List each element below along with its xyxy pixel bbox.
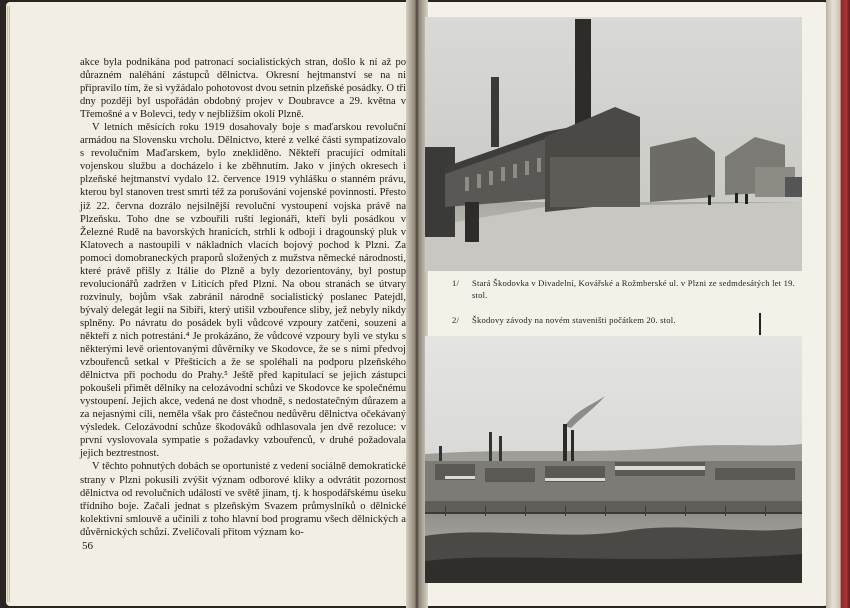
caption-1 [452, 277, 802, 301]
paragraph-1: akce byla podnikána pod patronací socialistických stran, došlo k ní až po důrazném naléhání zástupců dělnictva. Okresní hejtmanství se na ni připravilo tím, že si vyžádalo pohotovost dvou setnin plzeňské posádky. O tři dny později byl uspořádán obdobný projev v Doubravce a 29. května v Třemošné a v Bolevci, tedy v nejbližším okolí Plzně. [80, 57, 406, 121]
page-edges-bookmark [826, 0, 850, 608]
caption-2-text: Škodovy závody na novém staveništi počátkem 20. stol. [472, 315, 676, 325]
photo-old-skodovka-image [425, 17, 802, 271]
paragraph-2: V letních měsících roku 1919 dosahovaly boje s maďarskou revoluční armádou na Slovensku vrcholu. Dělnictvo, které z velké části sympatizovalo s revolučním Maďarskem, bylo znekliděno. Někteří pracující odmítali vojenskou službu a docházelo i ke zběhnutím. Jako v jiných okresech i plzeňské hejtmanství vydalo 12. července 1919 vyhlášku o stanném právu, kterou byl stanoven trest smrti též za porušování vojenské povinnosti. Přesto již 22. června dozrálo nejsilnější revoluční vystoupení vojska právě na Plzeňsku. Toho dne se vzbouřili ruští legionáři, kteří byli posádkou v Železné Rudě na bavorských hranicích, strhli k odboji i dragounský pluk v Klatovech a nastoupili v nákladních vlacích bojový pochod k Plzni. Za pomoci domobraneckých praporů složených z mužstva německé národnosti, které právě přišly z Itálie do Plzně a byly dezorientovány, byl postup revolucionářů zadržen v Liticích před Plzní. Na obou stranách se útvary rozvinuly, bojům však zabránil národně socialistický poslanec Patejdl, bývalý delegát legií na Sibiři, který utišil vzbouřence sliby, jež nebyly nikdy splněny. Po návratu do posádek byli vůdcové vzpoury zatčeni, souzeni a někteří z nich potrestáni.⁴ Je prokázáno, že vůdcové vzpoury byli ve styku s některými levě orientovanými důvěrníky ve Skodovce, že se s nimi předvoj vzbouřenců setkal v Přešticích a že se spoléhali na podporu plzeňského dělnictva při pochodu do Prahy.⁵ Ještě před kapitulací se jejich zástupci pokoušeli přimět dělníky na celozávodní schůzi ve Skodovce ke společnému vystoupení. Jejich akce, vedená ne dost vhodně, s nedostatečným důrazem a za nejasnými cíli, neměla však pro částečnou nedůvěru dělnictva očekávaný výsledek. Celozávodní schůze škodováků odhlasovala jen dvě rezoluce: v první vyslovovala sympatie s požadavky vzbouřenců, v druhé požadovala jejich beztrestnost. [80, 122, 406, 460]
caption-1-number: 1/ [452, 278, 460, 288]
page-number: 56 [82, 540, 93, 552]
body-text [80, 56, 406, 539]
caption-2 [452, 314, 802, 326]
photo-old-skodovka [425, 17, 802, 271]
paragraph-3: V těchto pohnutých dobách se oportunisté z vedení sociálně demokratické strany v Plzni pokusili zvýšit význam odborové kliky a odvrátit pozornost dělnictva od revolučních událostí ve světě jinam, tj. k hospodářskému úseku třídního boje. Začali jednat s plzeňským Svazem průmyslníků o dělnické kolektivní smlouvě a učinili z toho hlavní bod programu všech dělnických a důvěrnických schůzí. Zveličovali přitom význam ko- [80, 461, 406, 538]
margin-mark [759, 313, 761, 335]
caption-2-number: 2/ [452, 315, 460, 325]
photo-skoda-works-image [425, 336, 802, 583]
page-edge [6, 6, 10, 602]
photo-skoda-works [425, 336, 802, 583]
caption-1-text: Stará Škodovka v Divadelní, Kovářské a Rožmberské ul. v Plzni ze sedmdesátých let 19. stol. [472, 278, 795, 300]
